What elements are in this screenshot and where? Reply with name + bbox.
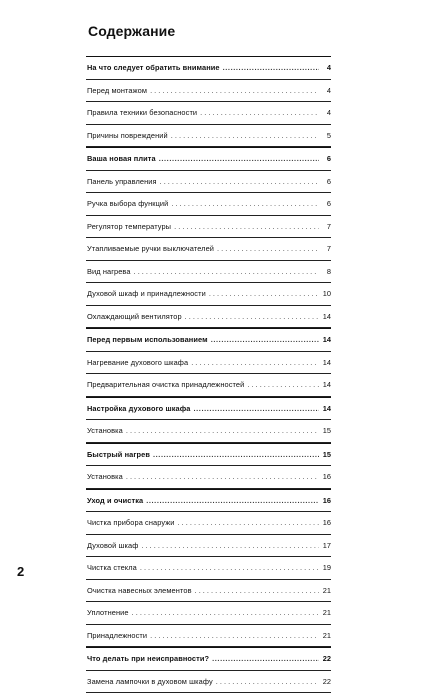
toc-entry-row[interactable]: [86, 216, 331, 239]
toc-entry-label: Перед монтажом: [87, 86, 147, 95]
toc-entry-row[interactable]: [86, 580, 331, 603]
dot-leader: [140, 563, 319, 572]
toc-section-row[interactable]: [86, 647, 331, 671]
toc-entry-label: Быстрый нагрев: [87, 450, 150, 459]
dot-leader: [171, 131, 319, 140]
toc-entry-page-number: 21: [322, 631, 331, 640]
toc-entry-page-number: 4: [322, 63, 331, 72]
toc-section-row[interactable]: [86, 443, 331, 467]
toc-entry-label: Чистка стекла: [87, 563, 137, 572]
dot-leader: [150, 631, 319, 640]
toc-entry-label: Что делать при неисправности?: [87, 654, 209, 663]
toc-entry-label: Охлаждающий вентилятор: [87, 312, 182, 321]
toc-entry-page-number: 7: [322, 244, 331, 253]
toc-entry-page-number: 14: [322, 380, 331, 389]
toc-entry-label: Очистка навесных элементов: [87, 586, 192, 595]
toc-entry-label: Установка: [87, 472, 123, 481]
toc-entry-page-number: 14: [322, 335, 331, 344]
toc-entry-row[interactable]: [86, 602, 331, 625]
toc-entry-label: Правила техники безопасности: [87, 108, 197, 117]
toc-entry-page-number: 14: [322, 404, 331, 413]
toc-entry-row[interactable]: [86, 557, 331, 580]
dot-leader: [126, 426, 319, 435]
toc-entry-page-number: 4: [322, 108, 331, 117]
toc-entry-label: Перед первым использованием: [87, 335, 208, 344]
toc-entry-page-number: 7: [322, 222, 331, 231]
toc-entry-page-number: 22: [322, 654, 331, 663]
dot-leader: [217, 244, 319, 253]
toc-entry-label: Принадлежности: [87, 631, 147, 640]
dot-leader: [216, 677, 319, 686]
toc-entry-label: Установка: [87, 426, 123, 435]
toc-entry-label: Вид нагрева: [87, 267, 131, 276]
toc-entry-page-number: 5: [322, 131, 331, 140]
toc-entry-label: Регулятор температуры: [87, 222, 171, 231]
toc-entry-row[interactable]: [86, 535, 331, 558]
toc-entry-row[interactable]: [86, 283, 331, 306]
dot-leader: [146, 496, 319, 505]
toc-section-row[interactable]: [86, 397, 331, 421]
dot-leader: [212, 654, 319, 663]
dot-leader: [132, 608, 319, 617]
toc-section-row[interactable]: [86, 328, 331, 352]
page-number: 2: [17, 564, 24, 579]
dot-leader: [195, 586, 319, 595]
toc-entry-page-number: 10: [322, 289, 331, 298]
dot-leader: [171, 199, 319, 208]
toc-entry-label: Ваша новая плита: [87, 154, 156, 163]
page-title: Содержание: [88, 23, 175, 39]
dot-leader: [223, 63, 319, 72]
toc-entry-label: Причины повреждений: [87, 131, 168, 140]
toc-entry-label: Уход и очистка: [87, 496, 143, 505]
toc-entry-page-number: 15: [322, 450, 331, 459]
toc-section-row[interactable]: [86, 57, 331, 80]
dot-leader: [141, 541, 319, 550]
toc-entry-page-number: 16: [322, 518, 331, 527]
toc-entry-page-number: 17: [322, 541, 331, 550]
toc-entry-label: Утапливаемые ручки выключателей: [87, 244, 214, 253]
toc-entry-page-number: 6: [322, 177, 331, 186]
toc-entry-page-number: 16: [322, 496, 331, 505]
toc-entry-row[interactable]: [86, 171, 331, 194]
toc-entry-row[interactable]: [86, 238, 331, 261]
dot-leader: [150, 86, 319, 95]
dot-leader: [159, 154, 319, 163]
toc-entry-row[interactable]: [86, 374, 331, 397]
toc-entry-page-number: 14: [322, 312, 331, 321]
dot-leader: [194, 404, 320, 413]
dot-leader: [134, 267, 319, 276]
toc-entry-label: Замена лампочки в духовом шкафу: [87, 677, 213, 686]
toc-entry-page-number: 16: [322, 472, 331, 481]
toc-entry-label: Панель управления: [87, 177, 157, 186]
toc-entry-label: Ручка выбора функций: [87, 199, 168, 208]
toc-entry-page-number: 6: [322, 154, 331, 163]
toc-entry-label: Настройка духового шкафа: [87, 404, 191, 413]
toc-entry-label: Духовой шкаф и принадлежности: [87, 289, 206, 298]
toc-entry-row[interactable]: [86, 352, 331, 375]
toc-entry-label: Уплотнение: [87, 608, 129, 617]
dot-leader: [160, 177, 319, 186]
toc-section-row[interactable]: [86, 147, 331, 171]
toc-entry-label: Чистка прибора снаружи: [87, 518, 175, 527]
toc-entry-page-number: 21: [322, 608, 331, 617]
dot-leader: [153, 450, 319, 459]
dot-leader: [200, 108, 319, 117]
toc-entry-row[interactable]: [86, 125, 331, 148]
toc-entry-row[interactable]: [86, 625, 331, 648]
toc-entry-page-number: 19: [322, 563, 331, 572]
dot-leader: [209, 289, 319, 298]
dot-leader: [126, 472, 319, 481]
toc-entry-row[interactable]: [86, 671, 331, 693]
toc-entry-page-number: 15: [322, 426, 331, 435]
toc-entry-row[interactable]: [86, 306, 331, 329]
toc-entry-page-number: 22: [322, 677, 331, 686]
toc-entry-row[interactable]: [86, 466, 331, 489]
toc-entry-row[interactable]: [86, 420, 331, 443]
toc-entry-page-number: 14: [322, 358, 331, 367]
dot-leader: [185, 312, 319, 321]
toc-entry-label: На что следует обратить внимание: [87, 63, 220, 72]
toc-entry-page-number: 8: [322, 267, 331, 276]
toc-entry-row[interactable]: [86, 261, 331, 284]
toc-entry-page-number: 4: [322, 86, 331, 95]
toc-entry-row[interactable]: [86, 80, 331, 103]
dot-leader: [247, 380, 319, 389]
toc-entry-row[interactable]: [86, 193, 331, 216]
toc-section-row[interactable]: [86, 489, 331, 513]
table-of-contents: [86, 56, 331, 693]
toc-entry-row[interactable]: [86, 102, 331, 125]
toc-entry-row[interactable]: [86, 512, 331, 535]
dot-leader: [174, 222, 319, 231]
toc-entry-label: Нагревание духового шкафа: [87, 358, 188, 367]
toc-entry-page-number: 21: [322, 586, 331, 595]
toc-entry-label: Духовой шкаф: [87, 541, 138, 550]
toc-entry-label: Предварительная очистка принадлежностей: [87, 380, 244, 389]
toc-entry-page-number: 6: [322, 199, 331, 208]
dot-leader: [211, 335, 319, 344]
dot-leader: [191, 358, 319, 367]
dot-leader: [178, 518, 319, 527]
